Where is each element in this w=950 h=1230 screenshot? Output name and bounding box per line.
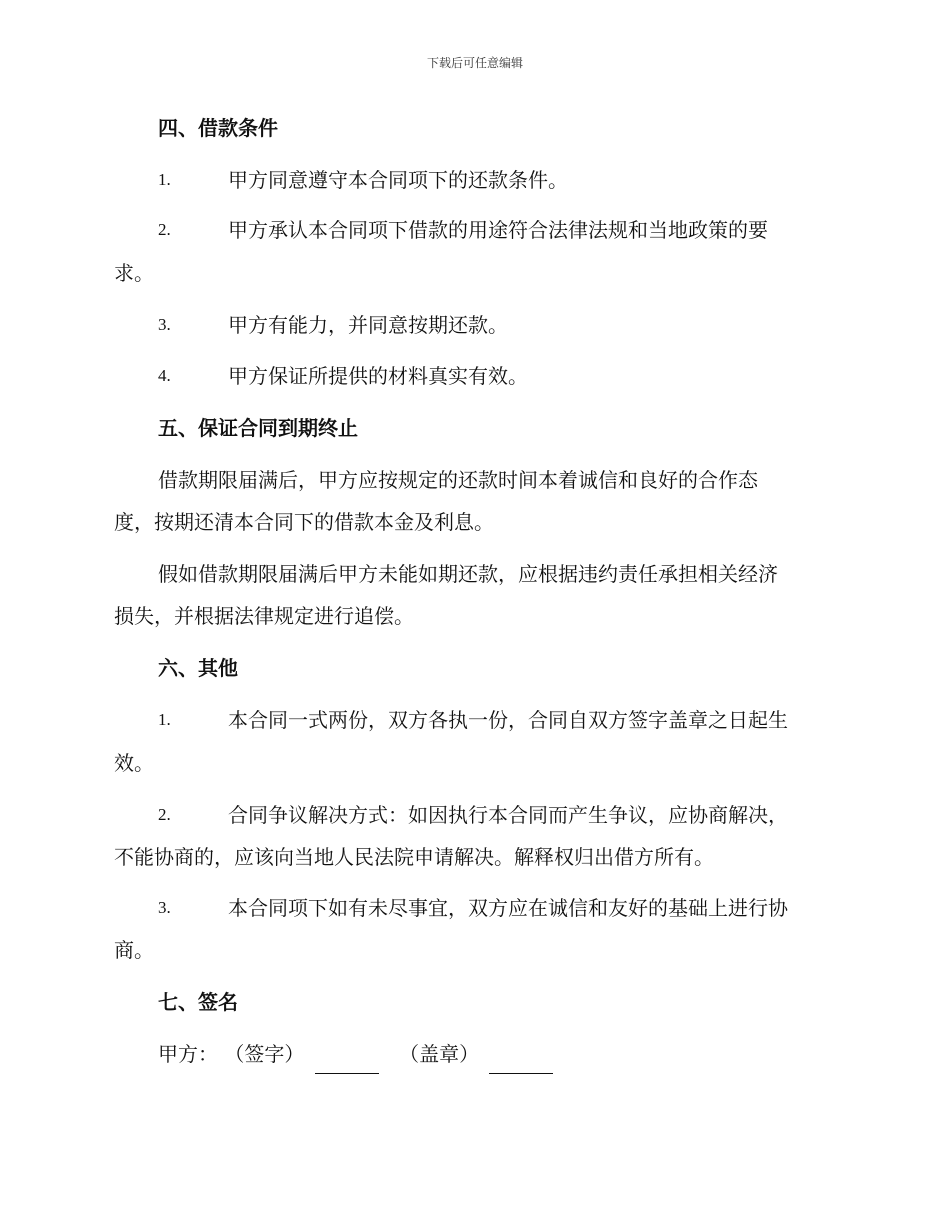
sign-label: （签字） bbox=[224, 1042, 305, 1066]
sign-blank[interactable] bbox=[315, 1047, 379, 1074]
section-5-para-2-line-1: 假如借款期限届满后甲方未能如期还款，应根据违约责任承担相关经济 bbox=[158, 562, 778, 586]
section-6-item-3-cont: 商。 bbox=[114, 938, 154, 962]
item-number: 2. bbox=[158, 805, 171, 824]
item-number: 2. bbox=[158, 220, 171, 239]
section-6-item-1-cont: 效。 bbox=[114, 751, 154, 775]
section-6-item-3 bbox=[114, 888, 834, 928]
section-5-para-2-line-2: 损失，并根据法律规定进行追偿。 bbox=[114, 604, 414, 628]
section-5-para-1-line-1: 借款期限届满后，甲方应按规定的还款时间本着诚信和良好的合作态 bbox=[158, 468, 758, 492]
item-text: 甲方保证所提供的材料真实有效。 bbox=[228, 364, 528, 388]
item-text: 甲方同意遵守本合同项下的还款条件。 bbox=[228, 168, 568, 192]
item-number: 1. bbox=[158, 170, 171, 189]
item-number: 3. bbox=[158, 315, 171, 334]
section-4-item-4 bbox=[114, 356, 834, 396]
item-text: 合同争议解决方式：如因执行本合同而产生争议，应协商解决， bbox=[228, 803, 788, 827]
item-text: 甲方有能力，并同意按期还款。 bbox=[228, 313, 508, 337]
section-4-item-1 bbox=[114, 160, 834, 200]
section-6-title: 六、其他 bbox=[158, 656, 238, 680]
item-number: 4. bbox=[158, 366, 171, 385]
section-6-item-2 bbox=[114, 795, 834, 835]
section-6-item-2-cont: 不能协商的，应该向当地人民法院申请解决。解释权归出借方所有。 bbox=[114, 845, 714, 869]
seal-blank[interactable] bbox=[489, 1047, 553, 1074]
section-4-title: 四、借款条件 bbox=[158, 116, 278, 140]
section-5-para-1-line-2: 度，按期还清本合同下的借款本金及利息。 bbox=[114, 510, 494, 534]
section-6-item-1 bbox=[114, 700, 834, 740]
section-5-title: 五、保证合同到期终止 bbox=[158, 416, 358, 440]
section-7-title: 七、签名 bbox=[158, 990, 238, 1014]
item-text: 本合同项下如有未尽事宜，双方应在诚信和友好的基础上进行协 bbox=[228, 896, 788, 920]
section-4-item-2-cont: 求。 bbox=[114, 261, 154, 285]
item-number: 1. bbox=[158, 710, 171, 729]
item-text: 本合同一式两份，双方各执一份，合同自双方签字盖章之日起生 bbox=[228, 708, 788, 732]
item-number: 3. bbox=[158, 898, 171, 917]
section-4-item-2 bbox=[114, 210, 834, 250]
seal-label: （盖章） bbox=[399, 1042, 480, 1066]
party-a-label: 甲方： bbox=[158, 1042, 218, 1066]
section-4-item-3 bbox=[114, 305, 834, 345]
signature-line bbox=[158, 1034, 567, 1074]
item-text: 甲方承认本合同项下借款的用途符合法律法规和当地政策的要 bbox=[228, 218, 768, 242]
page-header: 下载后可任意编辑 bbox=[426, 56, 523, 70]
